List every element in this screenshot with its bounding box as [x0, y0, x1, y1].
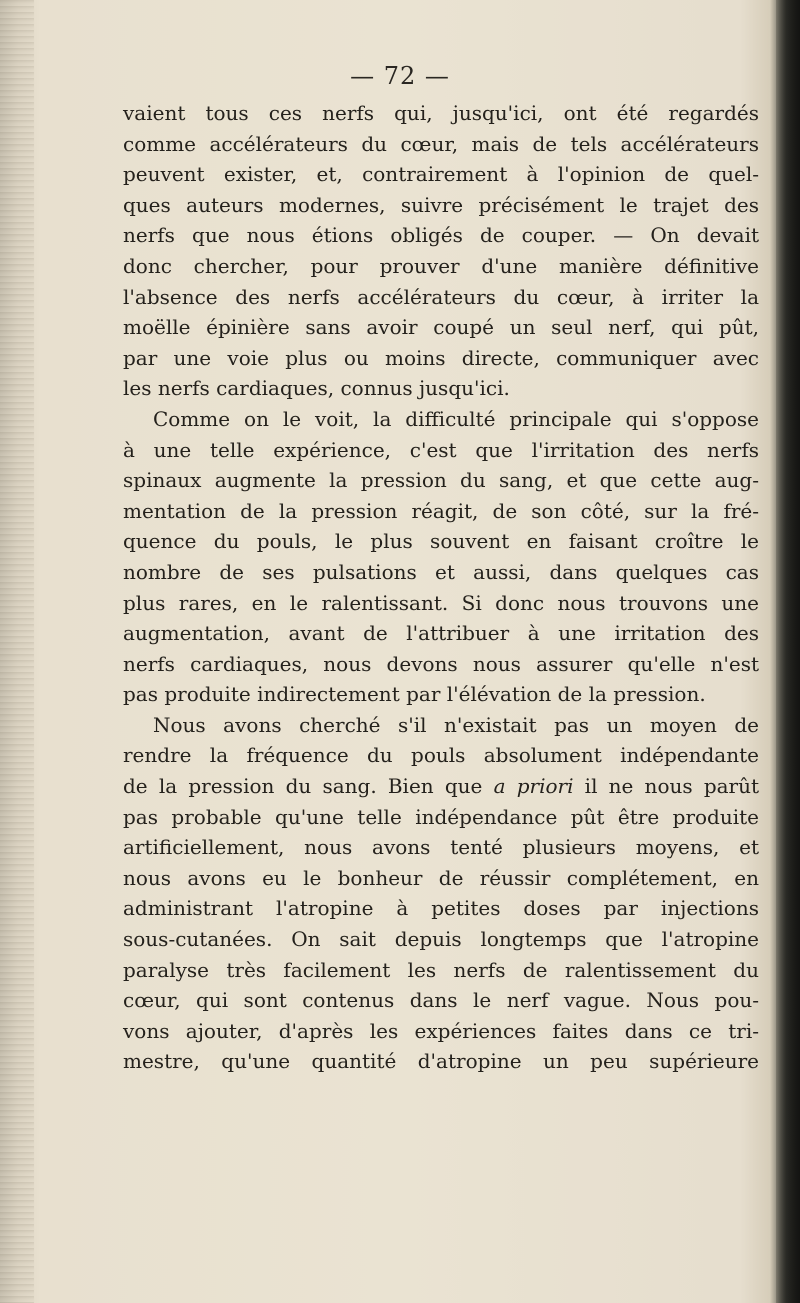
text-line: donc chercher, pour prouver d'une manière définitive — [123, 253, 759, 278]
text-line: artificiellement, nous avons tenté plusieurs moyens, et — [123, 835, 759, 860]
text-line: nombre de ses pulsations et aussi, dans quelques cas — [123, 559, 759, 584]
text-line: moëlle épinière sans avoir coupé un seul nerf, qui pût, — [123, 315, 759, 340]
text-segment: il ne nous parût — [584, 774, 760, 799]
text-line: paralyse très facilement les nerfs de ralentissement du — [123, 957, 759, 982]
text-line: vons ajouter, d'après les expériences faites dans ce tri- — [123, 1018, 759, 1043]
text-line: ques auteurs modernes, suivre précisément le trajet des — [123, 192, 759, 217]
text-segment: de la pression du sang. Bien que — [123, 774, 483, 799]
text-line: l'absence des nerfs accélérateurs du cœur, à irriter la — [123, 284, 759, 309]
text-line: par une voie plus ou moins directe, communiquer avec — [123, 345, 759, 370]
text-line: comme accélérateurs du cœur, mais de tels accélérateurs — [123, 131, 759, 156]
text-line: nerfs que nous étions obligés de couper. — On devait — [123, 223, 759, 248]
text-line: augmentation, avant de l'attribuer à une irritation des — [123, 621, 759, 646]
text-line: peuvent exister, et, contrairement à l'opinion de quel- — [123, 162, 759, 187]
text-line-with-italic — [123, 771, 759, 802]
text-line: pas produite indirectement par l'élévation de la pression. — [123, 682, 706, 707]
page-dark-edge — [776, 0, 800, 1303]
text-line: mentation de la pression réagit, de son côté, sur la fré- — [123, 498, 759, 523]
italic-phrase: a priori — [493, 774, 574, 799]
text-line: vaient tous ces nerfs qui, jusqu'ici, ont été regardés — [123, 101, 759, 125]
text-line: nerfs cardiaques, nous devons nous assurer qu'elle n'est — [123, 651, 759, 676]
text-line: mestre, qu'une quantité d'atropine un peu supérieure — [123, 1049, 759, 1074]
body-text — [123, 98, 759, 1077]
text-line: plus rares, en le ralentissant. Si donc nous trouvons une — [123, 590, 759, 615]
text-line: quence du pouls, le plus souvent en faisant croître le — [123, 529, 759, 554]
text-line: Nous avons cherché s'il n'existait pas un moyen de — [153, 712, 759, 737]
text-line: spinaux augmente la pression du sang, et que cette aug- — [123, 468, 759, 493]
text-line: Comme on le voit, la difficulté principale qui s'oppose — [153, 406, 759, 431]
book-binding-edge — [0, 0, 34, 1303]
text-line: nous avons eu le bonheur de réussir complétement, en — [123, 865, 759, 890]
text-line: rendre la fréquence du pouls absolument indépendante — [123, 743, 759, 768]
text-line: administrant l'atropine à petites doses par injections — [123, 896, 759, 921]
text-line: à une telle expérience, c'est que l'irritation des nerfs — [123, 437, 759, 462]
page-number: — 72 — — [350, 62, 450, 90]
text-line: pas probable qu'une telle indépendance pût être produite — [123, 804, 759, 829]
text-line: cœur, qui sont contenus dans le nerf vague. Nous pou- — [123, 988, 759, 1013]
text-line: sous-cutanées. On sait depuis longtemps que l'atropine — [123, 927, 759, 952]
text-line: les nerfs cardiaques, connus jusqu'ici. — [123, 376, 510, 401]
